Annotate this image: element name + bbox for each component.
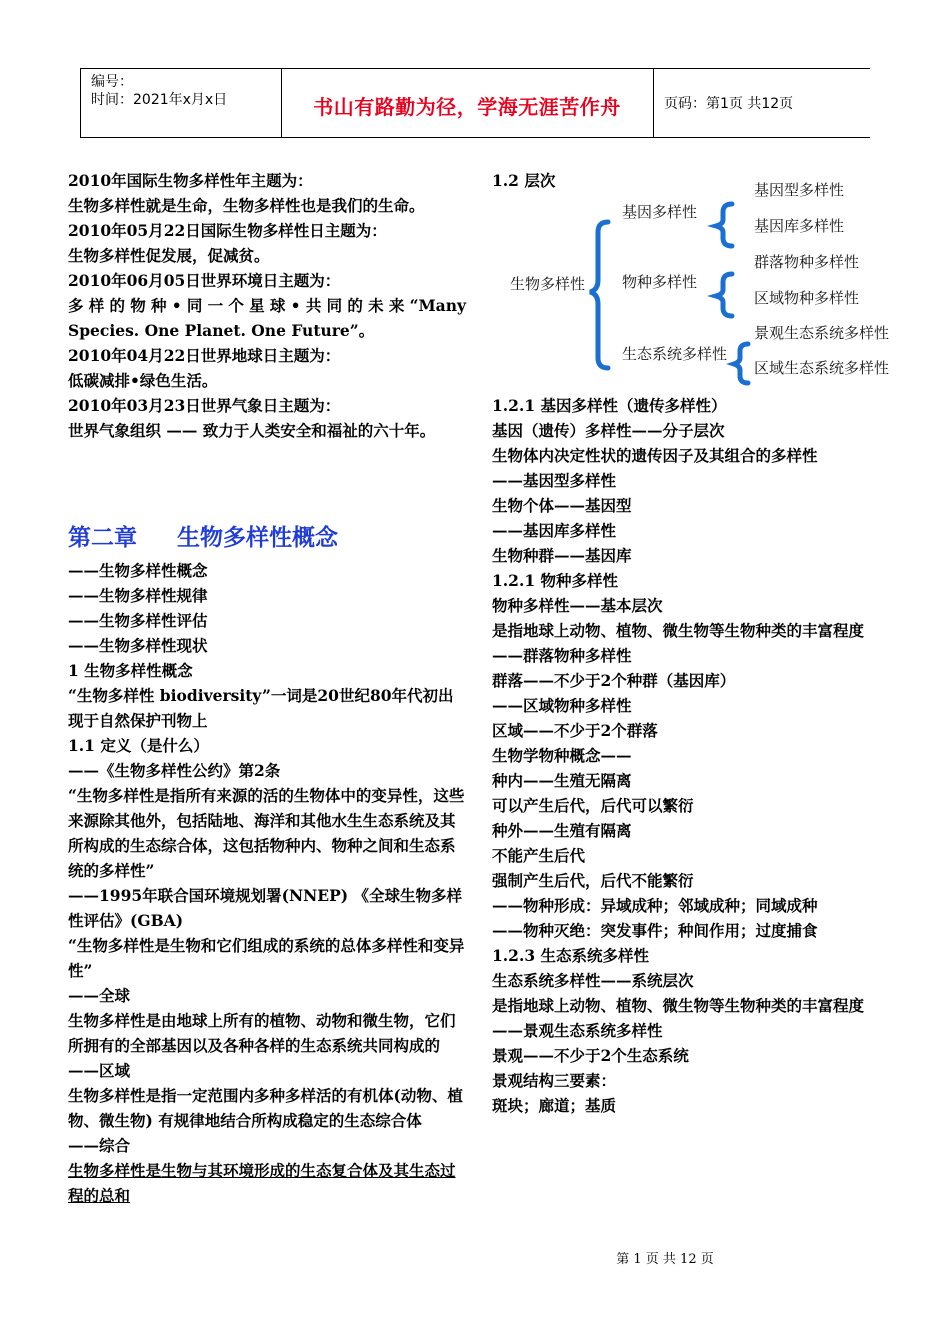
species-bracket: [716, 274, 732, 316]
motto: 书山有路勤为径，学海无涯苦作舟: [313, 95, 621, 119]
intro-line: 世界气象组织 —— 致力于人类安全和福祉的六十年。: [68, 421, 436, 440]
paragraph: “生物多样性是生物和它们组成的系统的总体多样性和变异性”: [68, 936, 465, 980]
right-lines: [492, 393, 892, 1118]
section-heading: 1.2.3 生态系统多样性: [492, 946, 650, 965]
tree-ecosystem: 生态系统多样性: [622, 345, 728, 363]
intro-line: 2010年05月22日国际生物多样性日主题为：: [68, 221, 387, 240]
text-line: 斑块；廊道；基质: [492, 1096, 617, 1115]
text-line: 强制产生后代，后代不能繁衍: [492, 871, 694, 890]
outline-item: ——生物多样性现状: [68, 636, 208, 655]
intro-line: 低碳减排•绿色生活。: [68, 371, 218, 390]
chapter-title: 生物多样性概念: [177, 525, 338, 551]
text-line: 区域——不少于2个群落: [492, 721, 658, 740]
text-line: ——景观生态系统多样性: [492, 1021, 663, 1040]
text-line: 生物个体——基因型: [492, 496, 632, 515]
header-info-cell: [80, 69, 282, 137]
text-line: 不能产生后代: [492, 846, 586, 865]
paragraph: “生物多样性是指所有来源的活的生物体中的变异性，这些来源除其他外，包括陆地、海洋和其他水生生态系统及其所构成的生态综合体，这包括物种内、物种之间和生态系统的多样性”: [68, 786, 465, 880]
tree-landscape-ecosystem: 景观生态系统多样性: [754, 324, 890, 342]
text-line: 生物种群——基因库: [492, 546, 632, 565]
text-line: ——基因库多样性: [492, 521, 617, 540]
intro-line: 2010年04月22日世界地球日主题为：: [68, 346, 341, 365]
paragraph: “生物多样性 biodiversity”一词是20世纪80年代初出现于自然保护刊物上: [68, 686, 454, 730]
scope-label: ——综合: [68, 1136, 131, 1155]
tree-community-species: 群落物种多样性: [754, 253, 860, 271]
text-line: 可以产生后代，后代可以繁衍: [492, 796, 694, 815]
citation: ——《生物多样性公约》第2条: [68, 761, 281, 780]
text-line: 种内——生殖无隔离: [492, 771, 632, 790]
chapter-number: 第二章: [68, 525, 137, 551]
citation: ——1995年联合国环境规划署(NNEP) 《全球生物多样性评估》(GBA): [68, 886, 463, 930]
outline-item: ——生物多样性规律: [68, 586, 208, 605]
section-heading: 1 生物多样性概念: [68, 661, 193, 680]
intro-line: Species. One Planet. One Future”。: [68, 321, 375, 340]
tree-root: 生物多样性: [510, 275, 586, 293]
text-line: 物种多样性——基本层次: [492, 596, 663, 615]
intro-line: 2010年06月05日世界环境日主题为：: [68, 271, 341, 290]
text-line: 生物学物种概念——: [492, 746, 632, 765]
eco-bracket: [734, 344, 748, 383]
outline-item: ——生物多样性评估: [68, 611, 208, 630]
text-line: 种外——生殖有隔离: [492, 821, 632, 840]
tree-species: 物种多样性: [622, 273, 698, 291]
scope-label: ——区域: [68, 1061, 131, 1080]
page-number-label: 页码：第1页 共12页: [664, 96, 794, 112]
paragraph: 生物多样性是由地球上所有的植物、动物和微生物，它们所拥有的全部基因以及各种各样的生态系统共同构成的: [68, 1011, 456, 1055]
root-bracket: [590, 222, 608, 368]
left-column: [68, 168, 466, 1208]
text-line: 是指地球上动物、植物、微生物等生物种类的丰富程度: [492, 621, 865, 640]
text-line: ——物种灭绝：突发事件；种间作用；过度捕食: [492, 921, 818, 940]
intro-line: 生物多样性促发展，促减贫。: [68, 246, 270, 265]
diversity-hierarchy-diagram: [492, 180, 912, 400]
header-page-cell: [654, 69, 870, 137]
paragraph: 生物多样性是指一定范围内多种多样活的有机体(动物、植物、微生物) 有规律地结合所构成稳定的生态综合体: [68, 1086, 463, 1130]
text-line: 景观结构三要素：: [492, 1071, 617, 1090]
scope-label: ——全球: [68, 986, 131, 1005]
page-footer: 第 1 页 共 12 页: [616, 1252, 714, 1267]
intro-line: 生物多样性就是生命，生物多样性也是我们的生命。: [68, 196, 425, 215]
tree-gene-type: 基因型多样性: [754, 181, 845, 199]
text-line: 群落——不少于2个种群（基因库）: [492, 671, 736, 690]
spacer: [68, 443, 466, 518]
text-line: 景观——不少于2个生态系统: [492, 1046, 689, 1065]
section-heading: 1.2 层次: [492, 171, 556, 190]
paragraph: 生物多样性是生物与其环境形成的生态复合体及其生态过程的总和: [68, 1161, 456, 1205]
text-line: 生物体内决定性状的遗传因子及其组合的多样性: [492, 446, 818, 465]
intro-line: 2010年国际生物多样性年主题为：: [68, 171, 313, 190]
time-label: 时间：2021年x月x日: [91, 92, 228, 108]
section-heading: 1.2.1 物种多样性: [492, 571, 619, 590]
tree-gene: 基因多样性: [622, 203, 698, 221]
intro-line: 2010年03月23日世界气象日主题为：: [68, 396, 341, 415]
text-line: ——群落物种多样性: [492, 646, 632, 665]
page-header: [80, 68, 870, 138]
text-line: ——基因型多样性: [492, 471, 617, 490]
text-line: 是指地球上动物、植物、微生物等生物种类的丰富程度: [492, 996, 865, 1015]
code-label: 编号：: [91, 74, 133, 90]
chapter-heading: [68, 518, 466, 558]
outline-item: ——生物多样性概念: [68, 561, 208, 580]
tree-regional-ecosystem: 区域生态系统多样性: [754, 359, 890, 377]
text-line: ——区域物种多样性: [492, 696, 632, 715]
header-motto-cell: [281, 69, 654, 137]
section-heading: 1.2.1 基因多样性（遗传多样性）: [492, 396, 727, 415]
text-line: 基因（遗传）多样性——分子层次: [492, 421, 725, 440]
text-line: 生态系统多样性——系统层次: [492, 971, 694, 990]
section-heading: 1.1 定义（是什么）: [68, 736, 209, 755]
text-line: ——物种形成：异域成种；邻域成种；同域成种: [492, 896, 818, 915]
intro-line: 多样的物种•同一个星球•共同的未来“Many: [68, 296, 466, 315]
tree-gene-pool: 基因库多样性: [754, 217, 845, 235]
gene-bracket: [716, 204, 732, 246]
tree-regional-species: 区域物种多样性: [754, 289, 860, 307]
